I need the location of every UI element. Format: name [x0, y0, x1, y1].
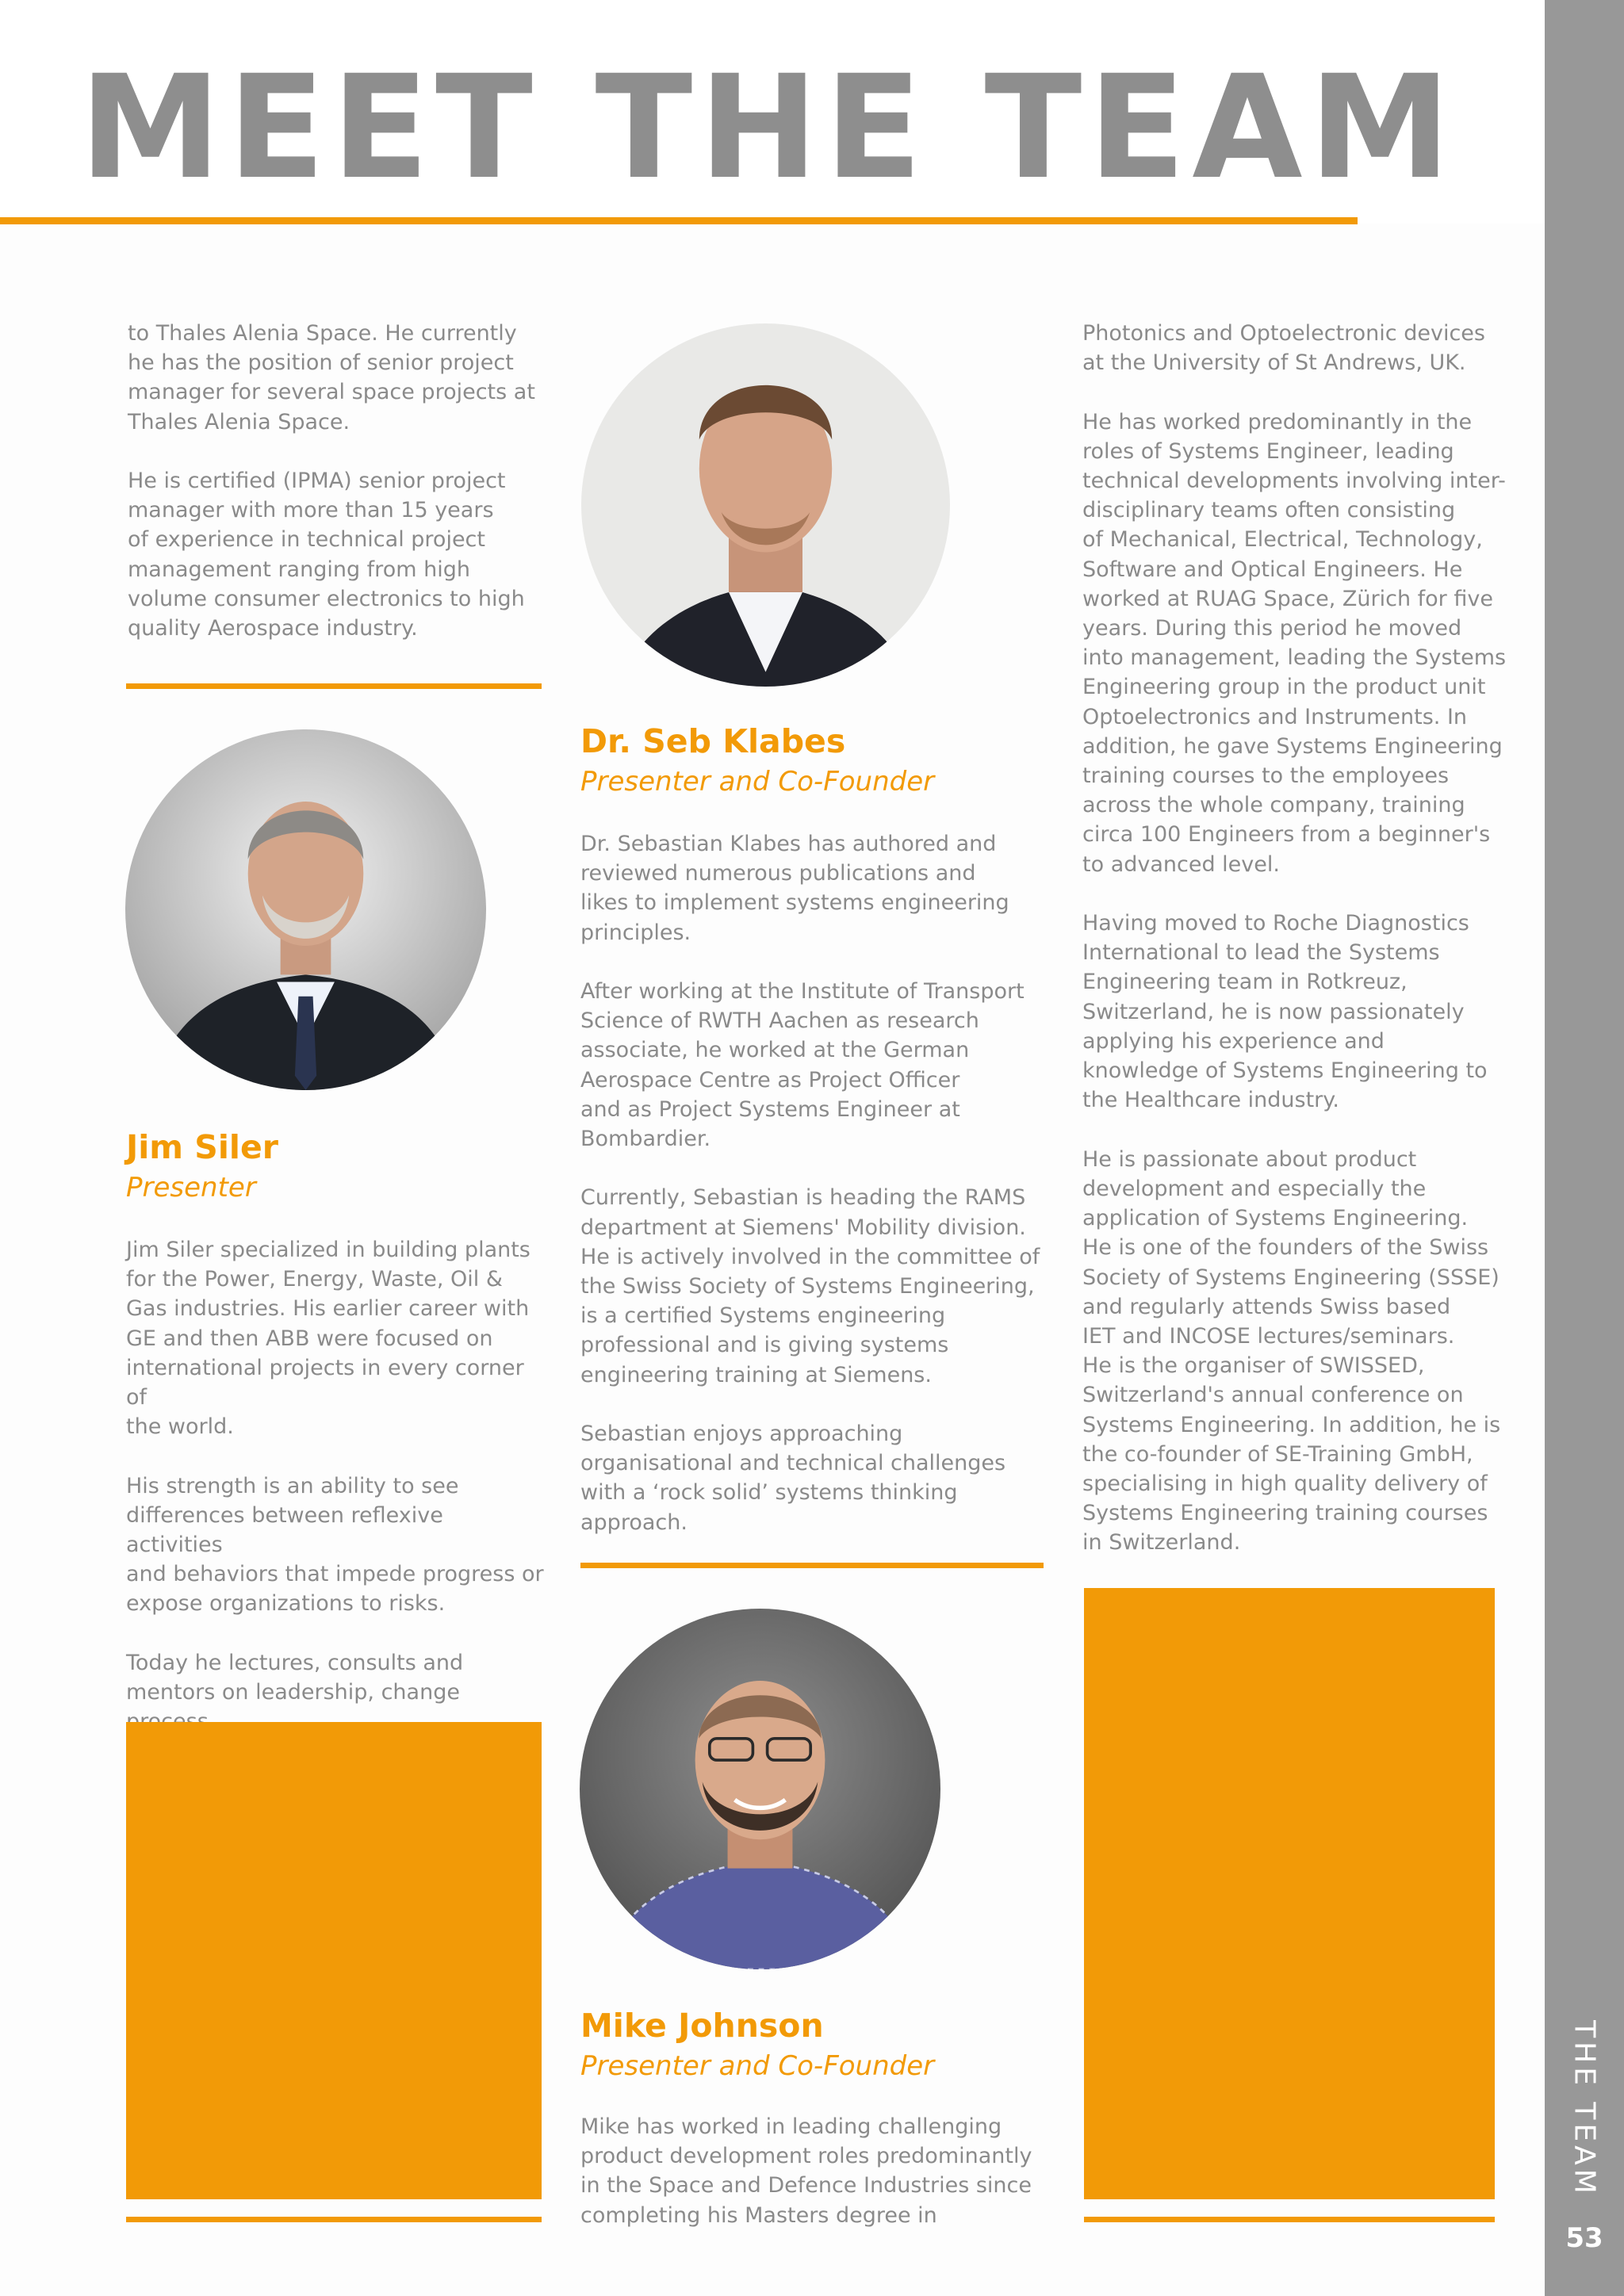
mike-johnson-name: Mike Johnson	[580, 2007, 824, 2045]
side-bar	[1545, 0, 1624, 2296]
orange-block-left	[126, 1722, 542, 2199]
jim-siler-photo	[125, 729, 486, 1090]
seb-klabes-role: Presenter and Co-Founder	[580, 766, 935, 798]
jim-siler-role: Presenter	[126, 1172, 256, 1203]
page-title: MEET THE TEAM	[79, 45, 1457, 211]
mike-johnson-bio: Mike has worked in leading challenging product development roles predominantly in the Space and Defence Industries since completing his Masters degree in	[580, 2114, 1032, 2228]
page-number: 53	[1565, 2222, 1603, 2254]
jim-siler-bio: Jim Siler specialized in building plants for the Power, Energy, Waste, Oil & Gas industries. His earlier career with GE and then ABB were focused on international projects in every corner of the world. His strength is an ability to see differences between reflexive activities and behaviors that impede progress or expose organizations to risks. Today he lectures, consults and mentors on leadership, change	[126, 1238, 544, 1705]
divider-col3-bottom	[1084, 2217, 1495, 2222]
col1-intro-text: to Thales Alenia Space. He currently he has the position of senior project manager for several space projects at Thales Alenia Space. He is certified (IPMA) senior project manager with more than 15 years of experience in technical project management ranging from high volume consumer electronics to high quality Aerospace industry.	[128, 321, 535, 641]
seb-klabes-name: Dr. Seb Klabes	[580, 722, 846, 760]
jim-siler-name: Jim Siler	[126, 1128, 278, 1166]
orange-block-right	[1084, 1588, 1495, 2199]
seb-klabes-photo	[581, 323, 950, 687]
title-rule	[0, 217, 1358, 224]
seb-klabes-bio: Dr. Sebastian Klabes has authored and reviewed numerous publications and likes to implement systems engineering principles. After working at the Institute of Transport Science of RWTH Aachen as research associate, he worked at the German Aerospace Centre as Project Officer and as Project Systems Engineer at Bombardier. Currently, Sebastian is heading the RAMS department at Siemens' Mobility division. He is actively involved in the committee of the Swiss Society of Systems Engineering, is a certified Systems engineering professional and is giving systems engineering training at Siemens. Sebastian enjoys approaching organisational and technical challenges with a ‘rock solid’ systems thinking approach.	[580, 832, 1040, 1535]
divider-col1-top	[126, 683, 542, 689]
divider-col2	[580, 1563, 1044, 1568]
mike-johnson-role: Presenter and Co-Founder	[580, 2050, 935, 2082]
col3-bio-continued: Photonics and Optoelectronic devices at the University of St Andrews, UK. He has worked predominantly in the roles of Systems Engineer, leading technical developments involving inter- disciplinary teams often consisting of Mechanical, Electrical, Technology, Software and Optical Engineers. He worked at RUAG Space, Zürich for five years. During this period he moved into management, leading the Systems Engineering group in the product unit Optoelectronics and Instruments. In addition, he gave Systems Engineering training courses to the employees across the whole company, training circa 100 Engineers from a beginner's to advanced level. Having moved to Roche Diagnostics International to lead the Systems Engineering team in Rotkreuz, Switzerland, he is now passionately applying his experience and knowledge of Systems Engineering to the Healthcare industry. He is passionate about product development and especially the application of Systems Engineering. He is one of the founders of the Swiss Society of Systems Engineering (SSSE) and regularly attends Swiss based IET and INCOSE lectures/seminars. He is the organiser of SWISSED, Switzerland's annual conference on Systems Engineering. In addition, he is the co-founder of SE-Training GmbH, specialising in high quality delivery of Systems Engineering training courses in Switzerland.	[1082, 321, 1507, 1556]
divider-col1-bottom	[126, 2217, 542, 2222]
mike-johnson-photo	[580, 1609, 940, 1969]
section-label: THE TEAM	[1568, 2020, 1601, 2198]
